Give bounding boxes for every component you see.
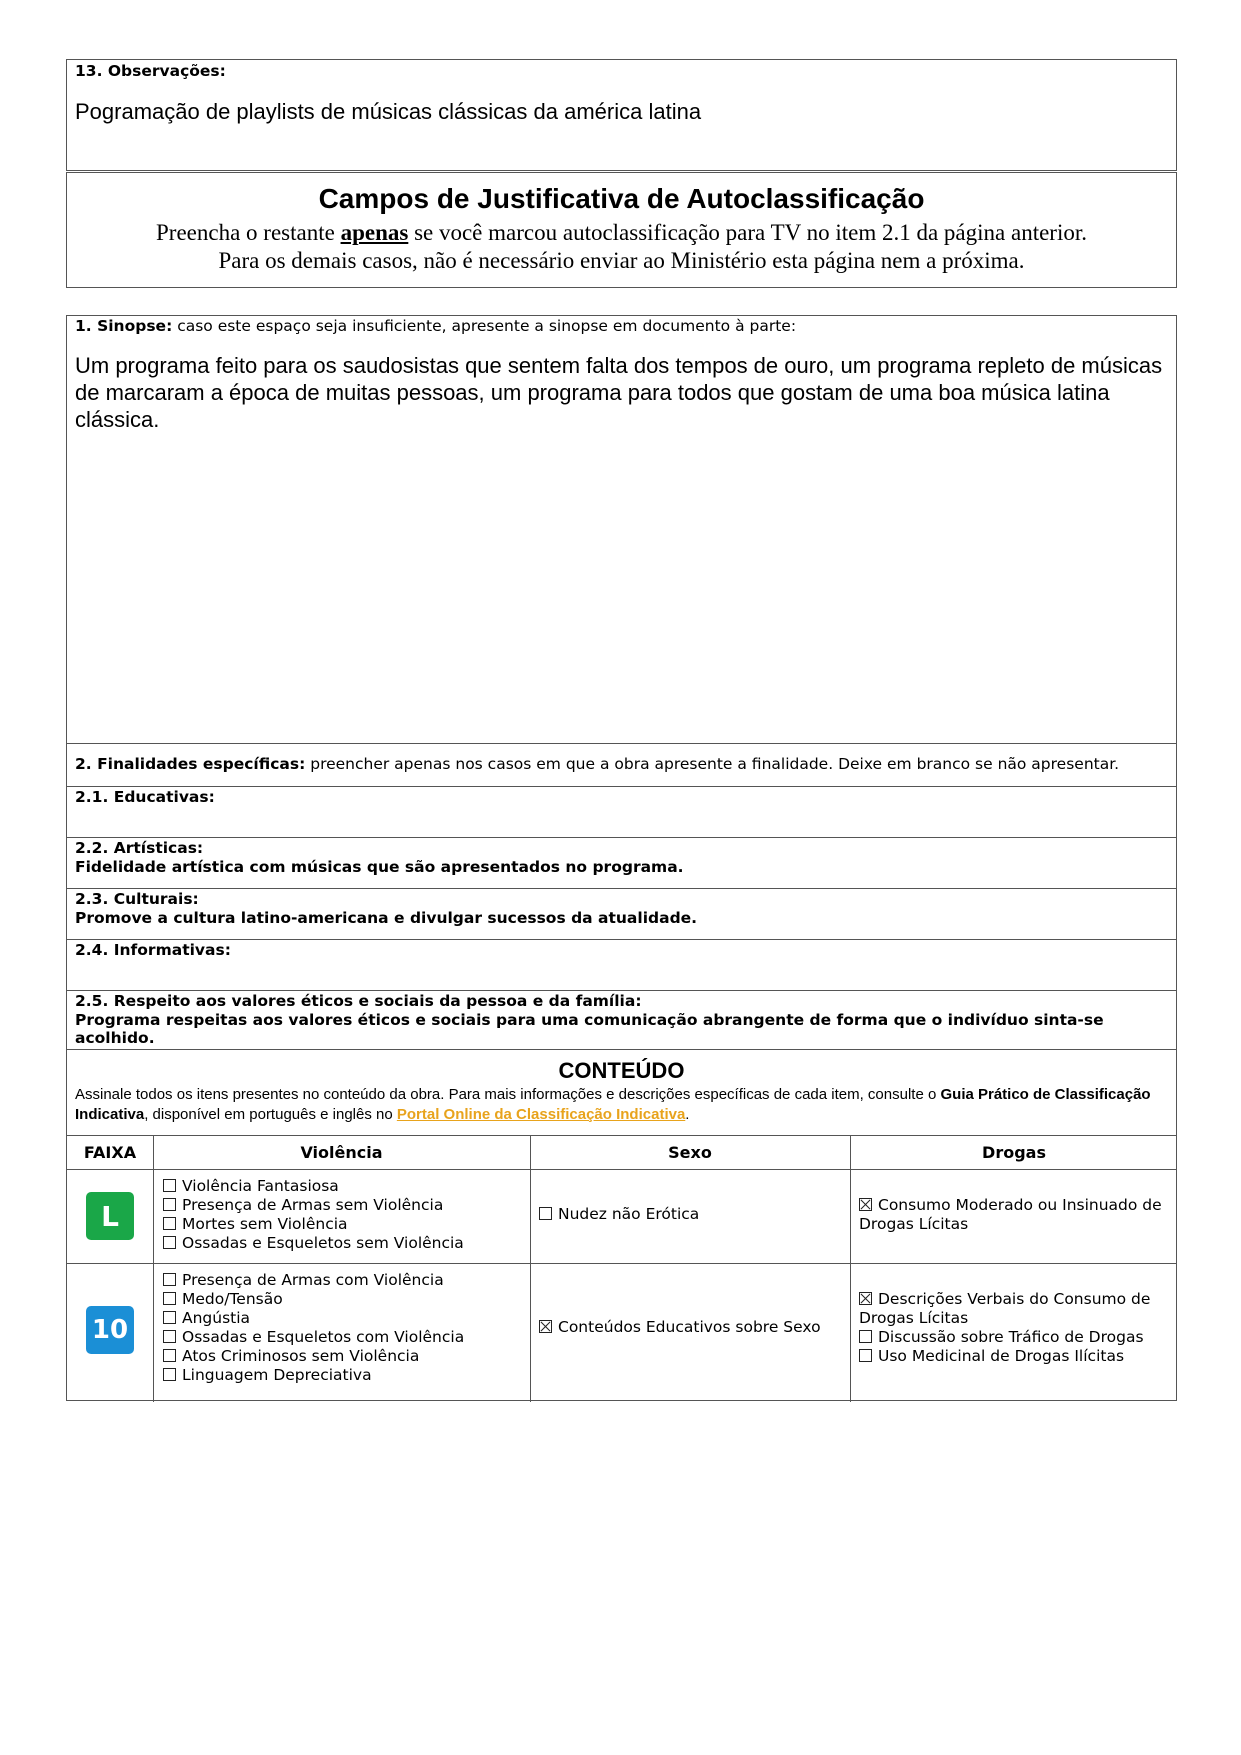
checkbox-item-angustia[interactable] <box>163 1309 464 1328</box>
checkbox-label: Violência Fantasiosa <box>182 1177 339 1195</box>
checkbox-label: Ossadas e Esqueletos sem Violência <box>182 1234 464 1252</box>
checkbox-empty-icon[interactable] <box>163 1273 176 1286</box>
checkbox-label: Conteúdos Educativos sobre Sexo <box>558 1318 821 1336</box>
checkbox-item-linguagem-depreciativa[interactable] <box>163 1366 464 1385</box>
educativas-label: 2.1. Educativas: <box>75 788 215 806</box>
finalidades-label: 2. Finalidades específicas: <box>75 755 306 773</box>
culturais-value[interactable]: Promove a cultura latino-americana e divulgar sucessos da atualidade. <box>75 909 698 927</box>
checkbox-item-ossadas-e-esqueletos-com-violencia[interactable] <box>163 1328 464 1347</box>
sexo-list-10 <box>539 1318 821 1337</box>
checkbox-empty-icon[interactable] <box>163 1311 176 1324</box>
conteudo-desc-pre: Assinale todos os itens presentes no conteúdo da obra. Para mais informações e descrições específicas de cada item, consulte o <box>75 1086 941 1103</box>
finalidades-label-line <box>75 755 1168 773</box>
header-sexo: Sexo <box>668 1143 712 1162</box>
violencia-list-10 <box>163 1271 464 1385</box>
checkbox-label: Medo/Tensão <box>182 1290 283 1308</box>
checkbox-item-conteudos-educativos-sobre-sexo[interactable] <box>539 1318 821 1337</box>
educativas-row <box>67 787 1176 838</box>
observacoes-value: Pogramação de playlists de músicas clássicas da américa latina <box>75 99 702 124</box>
checkbox-item-descricoes-verbais-do-consumo-de-drogas-licitas[interactable] <box>859 1290 1171 1328</box>
conteudo-title: CONTEÚDO <box>558 1058 685 1083</box>
sinopse-row <box>67 316 1176 744</box>
header-drogas: Drogas <box>982 1143 1046 1162</box>
checkbox-item-discussao-sobre-trafico-de-drogas[interactable] <box>859 1328 1171 1347</box>
culturais-row <box>67 889 1176 940</box>
checkbox-checked-icon[interactable] <box>539 1320 552 1333</box>
header-violencia: Violência <box>300 1143 383 1162</box>
col-divider-2 <box>530 1136 531 1402</box>
observacoes-box <box>66 59 1177 171</box>
checkbox-empty-icon[interactable] <box>163 1330 176 1343</box>
sinopse-label-line <box>75 317 1168 335</box>
informativas-label: 2.4. Informativas: <box>75 941 231 959</box>
checkbox-empty-icon[interactable] <box>859 1330 872 1343</box>
header-faixa: FAIXA <box>83 1143 137 1162</box>
sexo-list-l <box>539 1205 699 1224</box>
artisticas-row <box>67 838 1176 889</box>
conteudo-desc-mid: , disponível em português e inglês no <box>144 1106 397 1123</box>
drogas-list-10 <box>859 1290 1171 1366</box>
instruction-text-pre: Preencha o restante <box>156 220 341 245</box>
checkbox-empty-icon[interactable] <box>163 1368 176 1381</box>
respeito-label: 2.5. Respeito aos valores éticos e sociais da pessoa e da família: <box>75 992 642 1010</box>
checkbox-item-violencia-fantasiosa[interactable] <box>163 1177 464 1196</box>
checkbox-label: Linguagem Depreciativa <box>182 1366 372 1384</box>
checkbox-item-mortes-sem-violencia[interactable] <box>163 1215 464 1234</box>
conteudo-description <box>75 1085 1168 1125</box>
checkbox-empty-icon[interactable] <box>163 1198 176 1211</box>
col-divider-3 <box>850 1136 851 1402</box>
checkbox-item-consumo-moderado-ou-insinuado-de-drogas-licitas[interactable] <box>859 1196 1171 1234</box>
sinopse-text[interactable]: Um programa feito para os saudosistas que sentem falta dos tempos de ouro, um programa repleto de músicas de marcaram a época de muitas pessoas, um programa para todos que gostam de uma boa música latina clássica. <box>75 353 1163 432</box>
row-divider <box>67 1263 1176 1264</box>
finalidades-row <box>67 744 1176 787</box>
header-instruction-line2: Para os demais casos, não é necessário enviar ao Ministério esta página nem a próxima. <box>218 248 1025 273</box>
checkbox-item-presenca-de-armas-sem-violencia[interactable] <box>163 1196 464 1215</box>
checkbox-item-uso-medicinal-de-drogas-ilicitas[interactable] <box>859 1347 1171 1366</box>
observacoes-label: 13. Observações: <box>75 62 226 80</box>
guia-pratico-ref: Guia Prático de Classificação Indicativa <box>75 1086 1151 1123</box>
portal-online-link[interactable]: Portal Online da Classificação Indicativa <box>396 1106 686 1123</box>
instruction-emphasis: apenas <box>340 220 409 245</box>
respeito-value[interactable]: Programa respeitas aos valores éticos e sociais para uma comunicação abrangente de forma que o indivíduo sinta-se acolhido. <box>75 1011 1104 1047</box>
checkbox-item-atos-criminosos-sem-violencia[interactable] <box>163 1347 464 1366</box>
checkbox-empty-icon[interactable] <box>539 1207 552 1220</box>
checkbox-label: Presença de Armas sem Violência <box>182 1196 444 1214</box>
respeito-row <box>67 991 1176 1050</box>
checkbox-item-presenca-de-armas-com-violencia[interactable] <box>163 1271 464 1290</box>
sinopse-label: 1. Sinopse: <box>75 317 173 335</box>
checkbox-empty-icon[interactable] <box>163 1349 176 1362</box>
checkbox-label: Descrições Verbais do Consumo de Drogas Lícitas <box>859 1290 1151 1327</box>
autoclassificacao-header <box>66 172 1177 288</box>
checkbox-empty-icon[interactable] <box>163 1179 176 1192</box>
checkbox-label: Ossadas e Esqueletos com Violência <box>182 1328 465 1346</box>
checkbox-label: Mortes sem Violência <box>182 1215 348 1233</box>
rating-badge-l: L <box>86 1192 134 1240</box>
instruction-text-post: se você marcou autoclassificação para TV no item 2.1 da página anterior. <box>408 220 1087 245</box>
drogas-list-l <box>859 1196 1171 1234</box>
conteudo-desc-end: . <box>685 1106 690 1123</box>
conteudo-table <box>67 1136 1176 1402</box>
checkbox-label: Discussão sobre Tráfico de Drogas <box>878 1328 1144 1346</box>
conteudo-intro-row <box>67 1050 1176 1136</box>
informativas-row <box>67 940 1176 991</box>
checkbox-checked-icon[interactable] <box>859 1292 872 1305</box>
checkbox-label: Atos Criminosos sem Violência <box>182 1347 420 1365</box>
checkbox-empty-icon[interactable] <box>163 1217 176 1230</box>
checkbox-item-medo-tensao[interactable] <box>163 1290 464 1309</box>
header-instruction-line1 <box>67 220 1176 246</box>
checkbox-label: Presença de Armas com Violência <box>182 1271 444 1289</box>
section-title: Campos de Justificativa de Autoclassificação <box>318 183 925 214</box>
checkbox-checked-icon[interactable] <box>859 1198 872 1211</box>
sinopse-hint: caso este espaço seja insuficiente, apresente a sinopse em documento à parte: <box>172 317 797 335</box>
checkbox-label: Angústia <box>182 1309 251 1327</box>
checkbox-empty-icon[interactable] <box>859 1349 872 1362</box>
col-divider-1 <box>153 1136 154 1402</box>
checkbox-label: Nudez não Erótica <box>558 1205 700 1223</box>
checkbox-item-ossadas-e-esqueletos-sem-violencia[interactable] <box>163 1234 464 1253</box>
checkbox-label: Uso Medicinal de Drogas Ilícitas <box>878 1347 1125 1365</box>
checkbox-empty-icon[interactable] <box>163 1236 176 1249</box>
artisticas-label: 2.2. Artísticas: <box>75 839 204 857</box>
checkbox-label: Consumo Moderado ou Insinuado de Drogas Lícitas <box>859 1196 1162 1233</box>
finalidades-hint: preencher apenas nos casos em que a obra apresente a finalidade. Deixe em branco se não apresentar. <box>305 755 1120 773</box>
artisticas-value[interactable]: Fidelidade artística com músicas que são apresentados no programa. <box>75 858 684 876</box>
culturais-label: 2.3. Culturais: <box>75 890 199 908</box>
header-divider <box>67 1169 1176 1170</box>
checkbox-empty-icon[interactable] <box>163 1292 176 1305</box>
checkbox-item-nudez-nao-erotica[interactable] <box>539 1205 699 1224</box>
main-form-box <box>66 315 1177 1401</box>
violencia-list-l <box>163 1177 464 1253</box>
rating-badge-10: 10 <box>86 1306 134 1354</box>
